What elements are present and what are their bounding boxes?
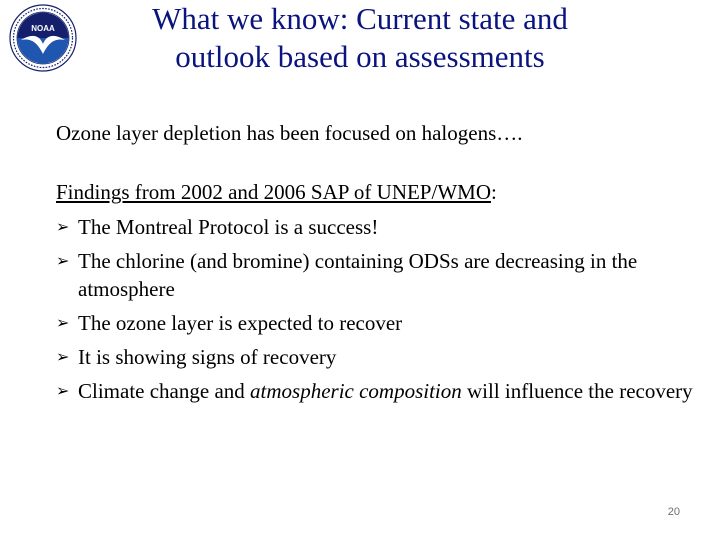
findings-heading	[56, 178, 696, 206]
findings-section	[56, 178, 696, 411]
arrow-bullet-icon: ➢	[56, 217, 70, 236]
bullet-text-emphasis: atmospheric composition	[250, 379, 462, 403]
bullet-item	[56, 309, 696, 337]
intro-text: Ozone layer depletion has been focused on halogens….	[56, 121, 523, 145]
arrow-bullet-icon: ➢	[56, 251, 70, 270]
arrow-bullet-icon: ➢	[56, 347, 70, 366]
bullet-text: The chlorine (and bromine) containing ODSs are decreasing in the atmosphere	[78, 249, 638, 301]
bullet-text-pre: Climate change and	[78, 379, 251, 403]
bullet-item	[56, 247, 696, 303]
bullet-text: The ozone layer is expected to recover	[78, 311, 403, 335]
arrow-bullet-icon: ➢	[56, 313, 70, 332]
bullet-item	[56, 213, 696, 241]
bullet-text: The Montreal Protocol is a success!	[78, 215, 379, 239]
findings-heading-underlined: Findings from 2002 and 2006 SAP of UNEP/WMO	[56, 180, 491, 204]
logo-text: NOAA	[31, 24, 55, 33]
findings-heading-colon: :	[490, 180, 497, 204]
title-line-2: outlook based on assessments	[175, 39, 545, 74]
bullet-item	[56, 377, 696, 405]
bullet-item	[56, 343, 696, 371]
bullet-text-post: will influence the recovery	[461, 379, 693, 403]
noaa-logo	[9, 4, 77, 72]
page-number: 20	[667, 506, 680, 518]
bullet-text: It is showing signs of recovery	[78, 345, 337, 369]
arrow-bullet-icon: ➢	[56, 381, 70, 400]
slide-title	[80, 0, 640, 76]
title-line-1: What we know: Current state and	[152, 1, 568, 36]
